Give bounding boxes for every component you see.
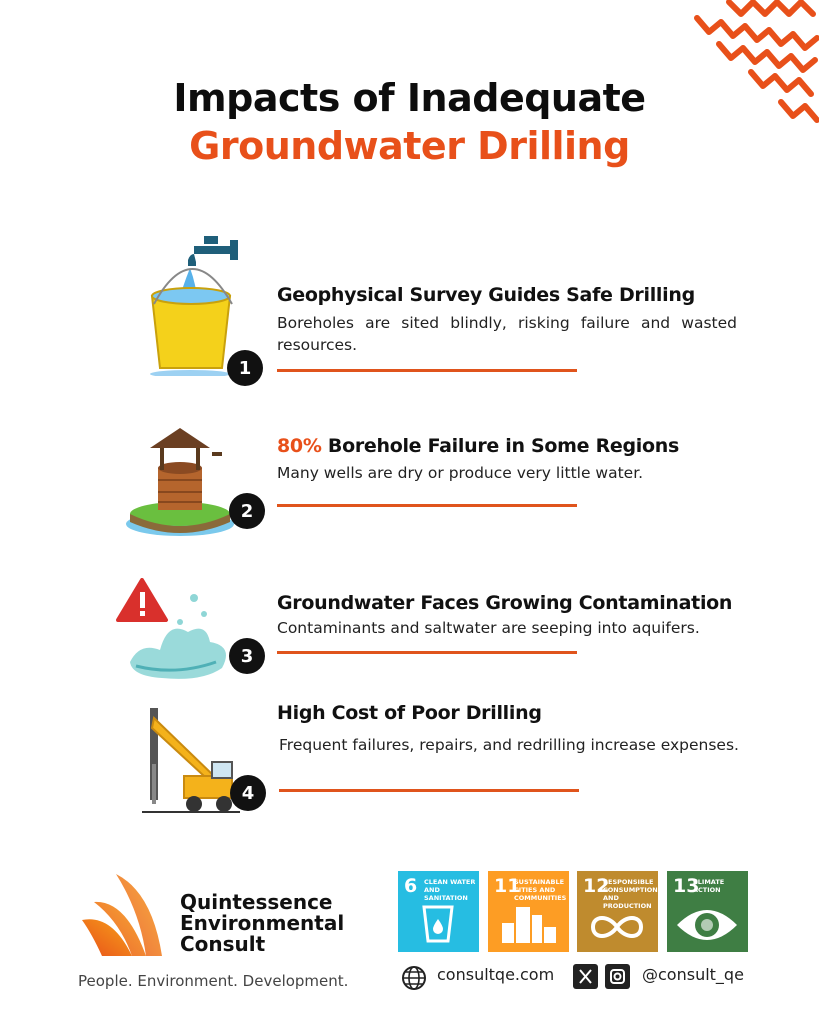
item-divider	[279, 789, 579, 792]
sdg-number: 13	[673, 875, 700, 897]
sdg-11-tile	[488, 871, 569, 952]
water-well-icon	[124, 424, 246, 542]
infinity-icon	[577, 871, 658, 952]
sdg-label: RESPONSIBLE CONSUMPTION AND PRODUCTION	[603, 878, 658, 910]
item-title	[277, 435, 679, 457]
company-logo-icon	[78, 872, 174, 956]
tagline: People. Environment. Development.	[78, 972, 349, 990]
item-title-text: Borehole Failure in Some Regions	[321, 435, 679, 457]
water-glass-icon	[398, 871, 479, 952]
item-description: Boreholes are sited blindly, risking failure and wasted resources.	[277, 314, 737, 354]
brand-line3: Consult	[180, 932, 266, 956]
sdg-6-tile	[398, 871, 479, 952]
page-title-line1: Impacts of Inadequate	[173, 76, 646, 120]
website-link[interactable]: consultqe.com	[437, 965, 555, 984]
sdg-number: 11	[494, 875, 521, 897]
item-title-highlight: 80%	[277, 435, 322, 457]
x-social-icon[interactable]	[573, 964, 598, 989]
warning-splash-icon	[116, 578, 246, 692]
item-description: Frequent failures, repairs, and redrilling increase expenses.	[279, 736, 739, 754]
item-number-badge: 1	[227, 350, 263, 386]
brand-name	[180, 892, 344, 955]
item-title: High Cost of Poor Drilling	[277, 702, 542, 724]
page-title-line2: Groundwater Drilling	[189, 124, 630, 168]
item-divider	[277, 504, 577, 507]
item-divider	[277, 369, 577, 372]
globe-icon	[401, 965, 427, 991]
item-description: Many wells are dry or produce very little water.	[277, 464, 644, 482]
item-divider	[277, 651, 577, 654]
brand-line2: Environmental	[180, 911, 345, 935]
sdg-label: SUSTAINABLE CITIES AND COMMUNITIES	[514, 878, 567, 902]
item-number-badge: 3	[229, 638, 265, 674]
item-title: Groundwater Faces Growing Contamination	[277, 592, 733, 614]
item-number-badge: 4	[230, 775, 266, 811]
city-buildings-icon	[488, 871, 569, 952]
social-handle: @consult_qe	[642, 965, 744, 984]
sdg-number: 6	[404, 875, 418, 897]
brand-line1: Quintessence	[180, 890, 333, 914]
earth-eye-icon	[667, 871, 748, 952]
item-number-badge: 2	[229, 493, 265, 529]
item-title: Geophysical Survey Guides Safe Drilling	[277, 284, 695, 306]
sdg-number: 12	[583, 875, 610, 897]
instagram-icon[interactable]	[605, 964, 630, 989]
sdg-13-tile	[667, 871, 748, 952]
item-description: Contaminants and saltwater are seeping into aquifers.	[277, 619, 700, 637]
sdg-12-tile	[577, 871, 658, 952]
sdg-label: CLEAN WATER AND SANITATION	[424, 878, 476, 902]
sdg-label: CLIMATE ACTION	[693, 878, 725, 894]
